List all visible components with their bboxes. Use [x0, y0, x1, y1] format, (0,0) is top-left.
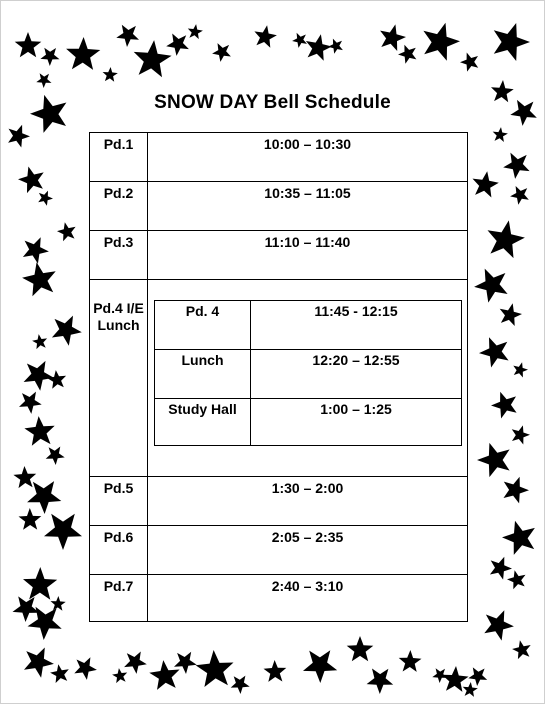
star-icon — [473, 171, 499, 197]
star-icon — [474, 269, 508, 303]
star-icon — [510, 186, 529, 205]
star-icon — [44, 514, 82, 550]
star-icon — [493, 127, 508, 142]
star-icon — [103, 67, 118, 82]
star-icon — [27, 481, 61, 514]
star-icon — [15, 32, 42, 57]
star-icon — [38, 191, 53, 206]
period-cell — [90, 133, 148, 181]
period-cell — [90, 280, 148, 476]
star-icon — [66, 37, 100, 70]
star-icon — [398, 45, 416, 64]
table-row — [90, 575, 467, 621]
lunch-label: Lunch — [155, 350, 251, 398]
star-icon — [8, 125, 30, 148]
star-icon — [166, 34, 189, 56]
star-icon — [423, 23, 460, 61]
period-label: Pd.2 — [103, 185, 134, 201]
lunch-label: Pd. 4 — [155, 301, 251, 349]
star-icon — [112, 668, 127, 683]
lunch-subtable — [154, 300, 462, 446]
star-icon — [22, 262, 56, 296]
star-icon — [24, 648, 54, 678]
star-icon — [328, 39, 343, 54]
table-row — [90, 526, 467, 575]
period-cell — [90, 526, 148, 574]
star-icon — [507, 570, 526, 589]
period-cell — [90, 231, 148, 279]
period-cell — [90, 182, 148, 230]
period-label: Pd.4 I/E Lunch — [93, 300, 144, 333]
star-icon — [124, 652, 147, 674]
star-icon — [488, 220, 525, 258]
period-label: Pd.7 — [103, 578, 134, 594]
lunch-row — [155, 350, 461, 399]
table-row — [90, 231, 467, 280]
star-icon — [254, 25, 277, 48]
table-row-lunch — [90, 280, 467, 477]
star-icon — [512, 640, 531, 659]
lunch-time: 12:20 – 12:55 — [312, 352, 400, 368]
table-row — [90, 133, 467, 182]
period-label: Pd.1 — [103, 136, 134, 152]
star-icon — [23, 237, 49, 264]
star-icon — [24, 361, 54, 391]
star-icon — [18, 167, 44, 194]
star-icon — [149, 660, 179, 690]
lunch-row — [155, 399, 461, 445]
star-icon — [134, 40, 172, 77]
star-icon — [306, 34, 332, 61]
star-icon — [23, 567, 57, 600]
time-cell: 2:05 – 2:35 — [271, 529, 344, 545]
star-icon — [380, 24, 406, 51]
lunch-label: Study Hall — [155, 399, 251, 445]
star-icon — [50, 664, 69, 683]
star-icon — [264, 660, 287, 682]
table-row — [90, 477, 467, 526]
star-icon — [13, 466, 36, 488]
star-icon — [212, 43, 231, 62]
star-icon — [231, 676, 250, 694]
star-icon — [494, 23, 530, 61]
star-icon — [57, 222, 76, 241]
lunch-row — [155, 301, 461, 350]
time-cell: 2:40 – 3:10 — [271, 578, 344, 594]
star-icon — [479, 337, 509, 367]
star-icon — [504, 477, 530, 504]
star-icon — [51, 596, 66, 611]
star-icon — [32, 334, 47, 349]
star-icon — [491, 392, 517, 419]
page-title: SNOW DAY Bell Schedule — [154, 92, 391, 113]
time-cell: 10:35 – 11:05 — [264, 185, 351, 201]
star-icon — [490, 557, 512, 580]
star-icon — [116, 25, 139, 47]
star-icon — [347, 636, 374, 661]
star-icon — [36, 73, 51, 88]
period-label: Pd.5 — [103, 480, 134, 496]
star-icon — [74, 657, 97, 680]
period-label: Pd.6 — [103, 529, 134, 545]
star-icon — [500, 303, 522, 326]
star-icon — [292, 33, 307, 48]
lunch-time: 11:45 - 12:15 — [314, 303, 398, 319]
star-icon — [196, 650, 234, 687]
time-cell: 11:10 – 11:40 — [264, 234, 351, 250]
star-icon — [52, 316, 82, 346]
star-icon — [47, 370, 66, 389]
star-icon — [503, 153, 529, 179]
star-icon — [46, 447, 65, 466]
star-icon — [303, 650, 337, 683]
period-cell — [90, 575, 148, 621]
star-icon — [484, 610, 514, 640]
schedule-table — [89, 132, 468, 622]
lunch-time: 1:00 – 1:25 — [320, 401, 392, 417]
star-icon — [513, 362, 528, 377]
star-icon — [13, 596, 40, 622]
time-cell: 1:30 – 2:00 — [271, 480, 344, 496]
star-icon — [512, 425, 530, 444]
period-cell — [90, 477, 148, 525]
star-icon — [367, 669, 394, 695]
table-row — [90, 182, 467, 231]
star-icon — [477, 443, 510, 477]
star-icon — [502, 521, 535, 555]
star-icon — [188, 24, 203, 39]
star-icon — [463, 682, 478, 697]
star-icon — [40, 48, 59, 66]
time-cell: 10:00 – 10:30 — [263, 136, 352, 152]
star-icon — [460, 53, 478, 72]
star-icon — [399, 650, 422, 672]
period-label: Pd.3 — [103, 234, 134, 250]
star-icon — [468, 667, 487, 686]
star-icon — [24, 416, 54, 446]
star-icon — [19, 392, 42, 414]
star-icon — [19, 508, 42, 530]
